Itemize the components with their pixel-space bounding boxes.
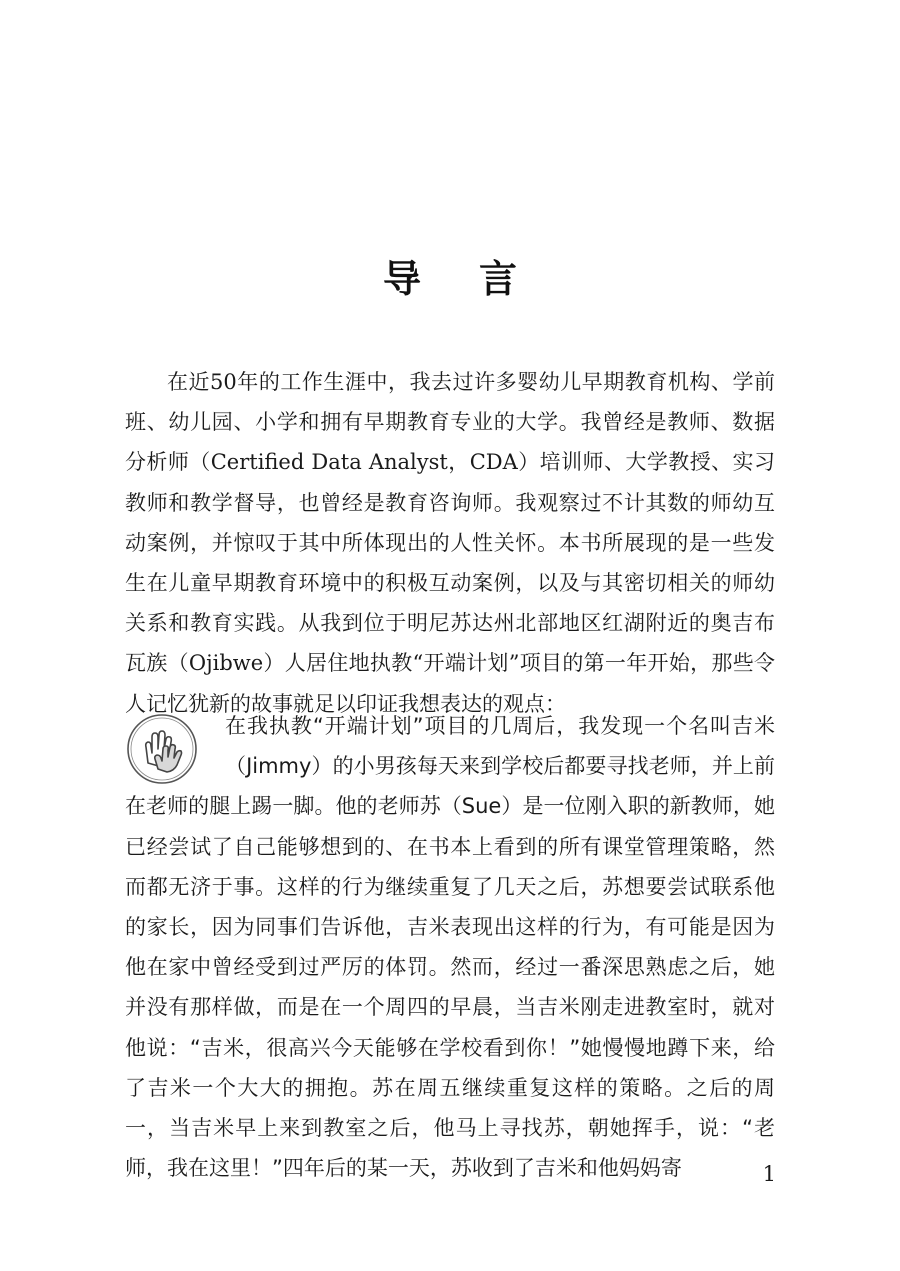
story-text: 在我执教“开端计划”项目的几周后，我发现一个名叫吉米（Jimmy）的小男孩每天来到学校后都要寻找老师，并上前在老师的腿上踢一脚。他的老师苏（Sue）是一位刚入职的新教师，她已经尝试了自己能够想到的、在书本上看到的所有课堂管理策略，然而都无济于事。这样的行为继续重复了几天之后，苏想要尝试联系他的家长，因为同事们告诉他，吉米表现出这样的行为，有可能是因为他在家中曾经受到过严厉的体罚。然而，经过一番深思熟虑之后，她并没有那样做，而是在一个周四的早晨，当吉米刚走进教室时，就对他说：“吉米，很高兴今天能够在学校看到你！”她慢慢地蹲下来，给了吉米一个大大的拥抱。苏在周五继续重复这样的策略。之后的周一，当吉米早上来到教室之后，他马上寻找苏，朝她挥手，说：“老师，我在这里！”四年后的某一天，苏收到了吉米和他妈妈寄 <box>125 714 775 1181</box>
story-section <box>125 706 775 1188</box>
page-number: 1 <box>762 1162 776 1186</box>
intro-paragraph: 在近50年的工作生涯中，我去过许多婴幼儿早期教育机构、学前班、幼儿园、小学和拥有早期教育专业的大学。我曾经是教师、数据分析师（Certified Data Analyst，CDA）培训师、大学教授、实习教师和教学督导，也曾经是教育咨询师。我观察过不计其数的师幼互动案例，并惊叹于其中所体现出的人性关怀。本书所展现的是一些发生在儿童早期教育环境中的积极互动案例，以及与其密切相关的师幼关系和教育实践。从我到位于明尼苏达州北部地区红湖附近的奥吉布瓦族（Ojibwe）人居住地执教“开端计划”项目的第一年开始，那些令人记忆犹新的故事就足以印证我想表达的观点： <box>125 370 775 716</box>
chapter-title: 导言 <box>382 257 575 301</box>
intro-section <box>125 362 775 724</box>
story-paragraph <box>125 706 775 1188</box>
icon-spacer <box>125 706 225 784</box>
